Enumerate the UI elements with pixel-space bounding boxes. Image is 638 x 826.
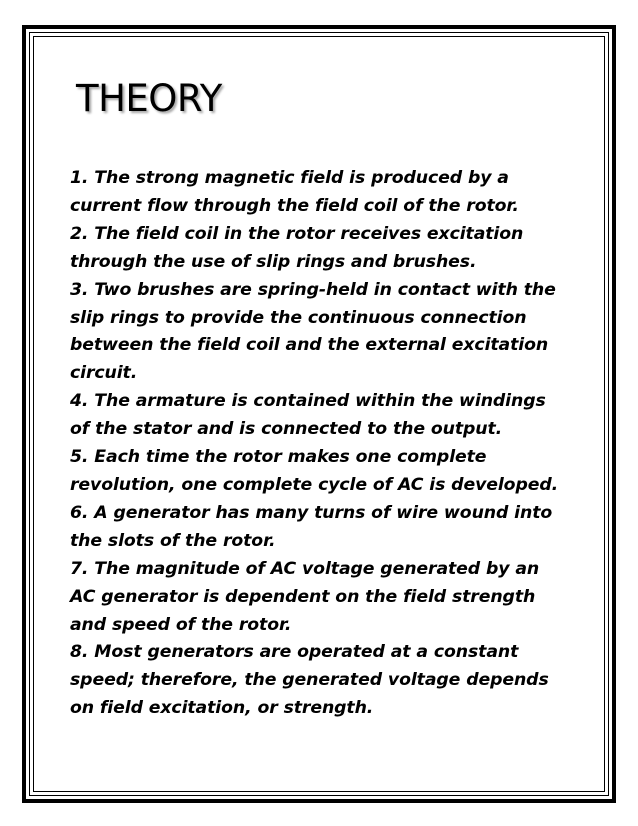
text-line: 5. Each time the rotor makes one complete [70,447,487,468]
page-title: THEORY [76,77,222,120]
text-line: 2. The field coil in the rotor receives excitation [70,223,524,244]
text-line: current flow through the field coil of the rotor. [70,195,519,216]
text-line: revolution, one complete cycle of AC is developed. [70,474,559,495]
theory-text [70,165,590,723]
text-line: of the stator and is connected to the output. [70,419,503,440]
text-line: 4. The armature is contained within the windings [70,391,546,412]
text-line: 1. The strong magnetic field is produced by a [70,168,509,188]
text-line: AC generator is dependent on the field strength [70,586,536,607]
text-line: slip rings to provide the continuous connection [70,307,527,328]
text-line: 7. The magnitude of AC voltage generated by an [70,558,540,579]
text-line: 3. Two brushes are spring-held in contact with the [70,279,556,300]
text-line: speed; therefore, the generated voltage depends [70,670,549,691]
text-line: the slots of the rotor. [70,530,276,551]
text-line: on field excitation, or strength. [70,698,374,719]
text-line: 6. A generator has many turns of wire wound into [70,502,553,523]
text-line: circuit. [70,363,138,384]
text-line: and speed of the rotor. [70,614,292,635]
text-line: 8. Most generators are operated at a constant [70,642,519,663]
text-line: between the field coil and the external excitation [70,335,549,356]
text-line: through the use of slip rings and brushes. [70,251,477,272]
